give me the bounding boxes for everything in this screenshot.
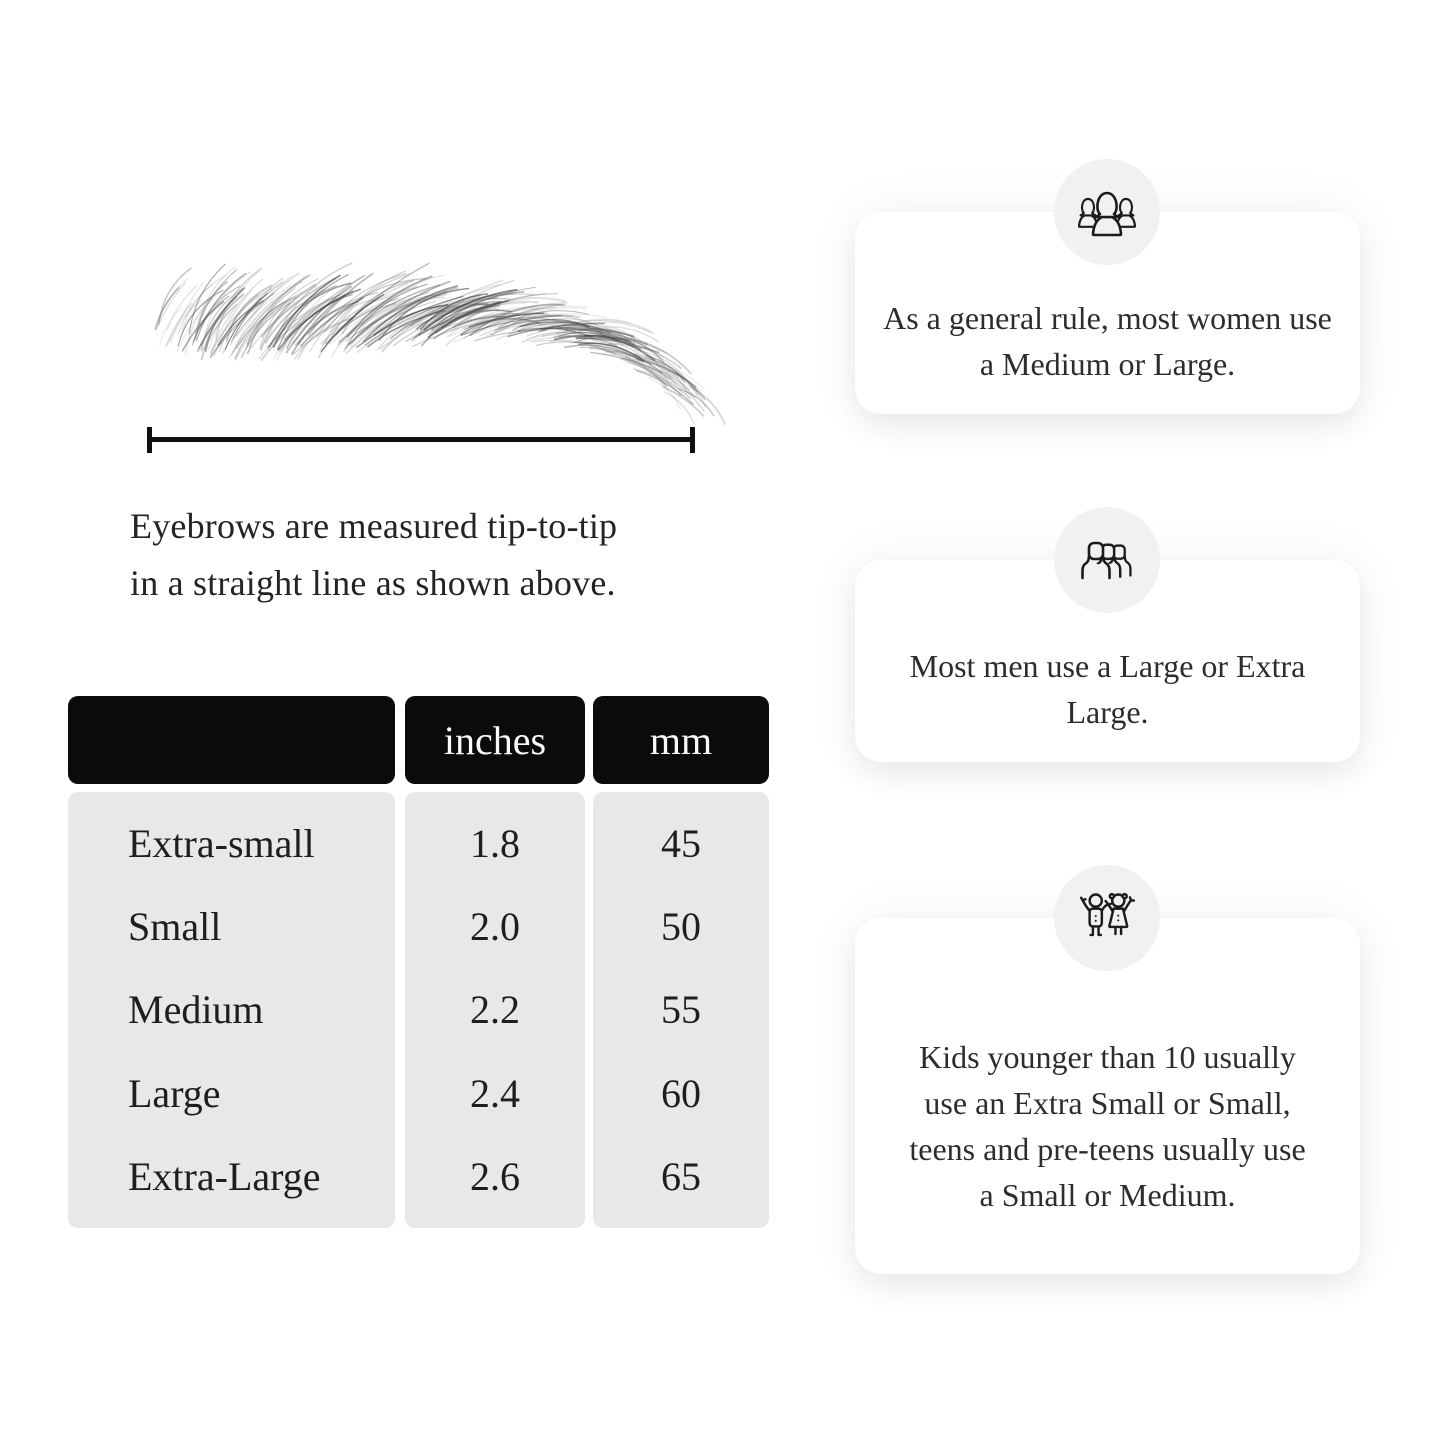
measurement-caption <box>130 498 790 612</box>
size-label-cell: Extra-small <box>128 821 315 867</box>
men-group-icon <box>1054 507 1160 613</box>
inches-value-cell: 1.8 <box>470 821 520 867</box>
mm-value-cell: 50 <box>661 904 701 950</box>
inches-value-cell: 2.0 <box>470 904 520 950</box>
table-header-inches: inches <box>405 696 585 784</box>
size-label-cell: Large <box>128 1070 221 1116</box>
info-card-women-text: As a general rule, most women use a Medium or Large. <box>883 299 1332 382</box>
measurement-endcap-right <box>690 427 695 453</box>
mm-value-cell: 55 <box>661 987 701 1033</box>
mm-value-cell: 65 <box>661 1153 701 1199</box>
caption-line-2: in a straight line as shown above. <box>130 563 616 603</box>
info-card-kids <box>855 918 1360 1274</box>
table-column-mm <box>593 792 769 1228</box>
caption-line-1: Eyebrows are measured tip-to-tip <box>130 506 618 546</box>
table-column-inches <box>405 792 585 1228</box>
table-header-mm: mm <box>593 696 769 784</box>
size-label-cell: Extra-Large <box>128 1153 321 1199</box>
eyebrow-illustration <box>110 232 710 410</box>
size-label-cell: Medium <box>128 987 264 1033</box>
women-group-icon <box>1054 159 1160 265</box>
inches-value-cell: 2.2 <box>470 987 520 1033</box>
inches-value-cell: 2.6 <box>470 1153 520 1199</box>
inches-value-cell: 2.4 <box>470 1070 520 1116</box>
mm-value-cell: 60 <box>661 1070 701 1116</box>
measurement-line <box>147 427 695 453</box>
table-column-labels <box>68 792 395 1228</box>
children-icon <box>1054 865 1160 971</box>
measurement-bar <box>147 437 695 442</box>
table-header-size <box>68 696 395 784</box>
size-label-cell: Small <box>128 904 222 950</box>
info-card-men-text: Most men use a Large or Extra Large. <box>909 647 1306 730</box>
info-card-kids-text: Kids younger than 10 usually use an Extra Small or Small, teens and pre-teens usually use a Small or Medium. <box>909 1039 1306 1213</box>
mm-value-cell: 45 <box>661 821 701 867</box>
